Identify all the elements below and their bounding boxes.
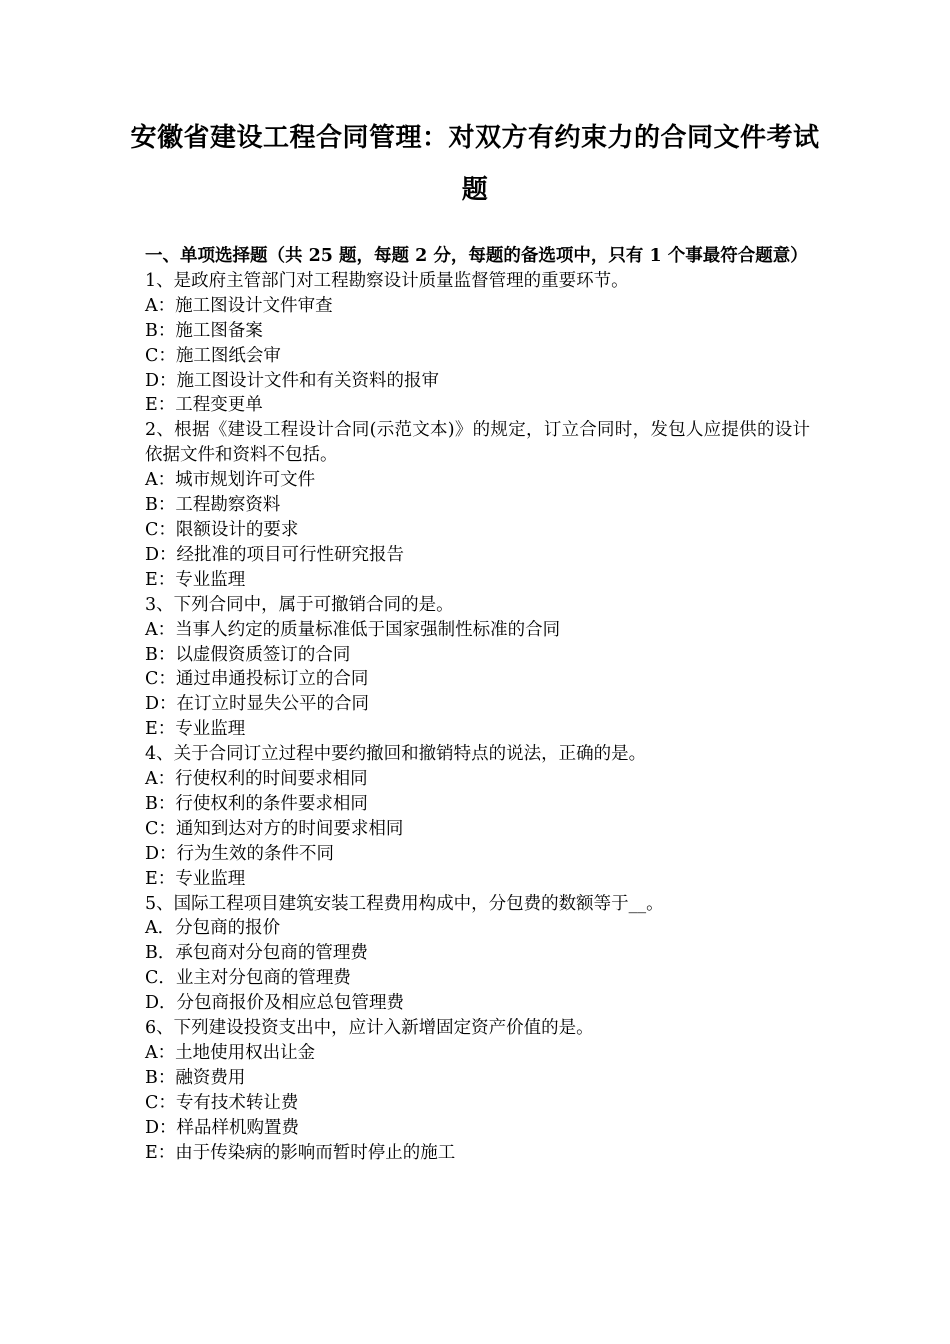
option-b: B：以虚假资质签订的合同	[145, 644, 351, 665]
option-e: E：由于传染病的影响而暂时停止的施工	[145, 1142, 456, 1163]
option-a: A：城市规划许可文件	[145, 470, 316, 491]
question-stem: 4、关于合同订立过程中要约撤回和撤销特点的说法，正确的是。	[145, 744, 647, 765]
option-d: D：经批准的项目可行性研究报告	[145, 544, 405, 565]
option-d: D：在订立时显失公平的合同	[145, 694, 370, 715]
option-c: C．业主对分包商的管理费	[145, 968, 351, 989]
question-stem: 2、根据《建设工程设计合同(示范文本)》的规定，订立合同时，发包人应提供的设计依据文件和资料不包括。	[145, 420, 810, 466]
option-e: E：专业监理	[145, 719, 246, 740]
document-title: 安徽省建设工程合同管理：对双方有约束力的合同文件考试题	[130, 123, 820, 205]
option-b: B：施工图备案	[145, 320, 263, 341]
option-d: D：行为生效的条件不同	[145, 843, 335, 864]
option-a: A：施工图设计文件审查	[145, 295, 333, 316]
option-d: D：施工图设计文件和有关资料的报审	[145, 370, 440, 391]
section-heading: 一、单项选择题（共 25 题，每题 2 分，每题的备选项中，只有 1 个事最符合题意）	[145, 246, 808, 266]
question-stem: 3、下列合同中，属于可撤销合同的是。	[145, 594, 454, 615]
option-b: B：融资费用	[145, 1067, 246, 1088]
option-d: D：样品样机购置费	[145, 1117, 300, 1138]
question-stem: 1、是政府主管部门对工程勘察设计质量监督管理的重要环节。	[145, 270, 629, 291]
question-stem: 5、国际工程项目建筑安装工程费用构成中，分包费的数额等于__。	[145, 893, 664, 914]
option-c: C：专有技术转让费	[145, 1092, 299, 1113]
question-2	[145, 418, 810, 592]
question-stem: 6、下列建设投资支出中，应计入新增固定资产价值的是。	[145, 1018, 594, 1039]
option-a: A：行使权利的时间要求相同	[145, 769, 368, 790]
option-e: E：工程变更单	[145, 395, 263, 416]
document-content	[145, 244, 810, 1166]
question-3	[145, 593, 810, 742]
option-b: B：行使权利的条件要求相同	[145, 793, 368, 814]
option-b: B：工程勘察资料	[145, 495, 281, 516]
option-d: D．分包商报价及相应总包管理费	[145, 993, 405, 1014]
question-1	[145, 269, 810, 418]
option-b: B．承包商对分包商的管理费	[145, 943, 368, 964]
question-6	[145, 1016, 810, 1165]
option-c: C：通知到达对方的时间要求相同	[145, 818, 404, 839]
option-c: C：限额设计的要求	[145, 519, 299, 540]
option-a: A．分包商的报价	[145, 918, 281, 939]
question-5	[145, 892, 810, 1017]
question-4	[145, 742, 810, 891]
option-a: A：土地使用权出让金	[145, 1043, 316, 1063]
option-a: A：当事人约定的质量标准低于国家强制性标准的合同	[145, 619, 561, 640]
question-list	[145, 269, 810, 1166]
option-e: E：专业监理	[145, 868, 246, 889]
option-e: E：专业监理	[145, 569, 246, 590]
option-c: C：施工图纸会审	[145, 345, 281, 366]
option-c: C：通过串通投标订立的合同	[145, 669, 369, 690]
